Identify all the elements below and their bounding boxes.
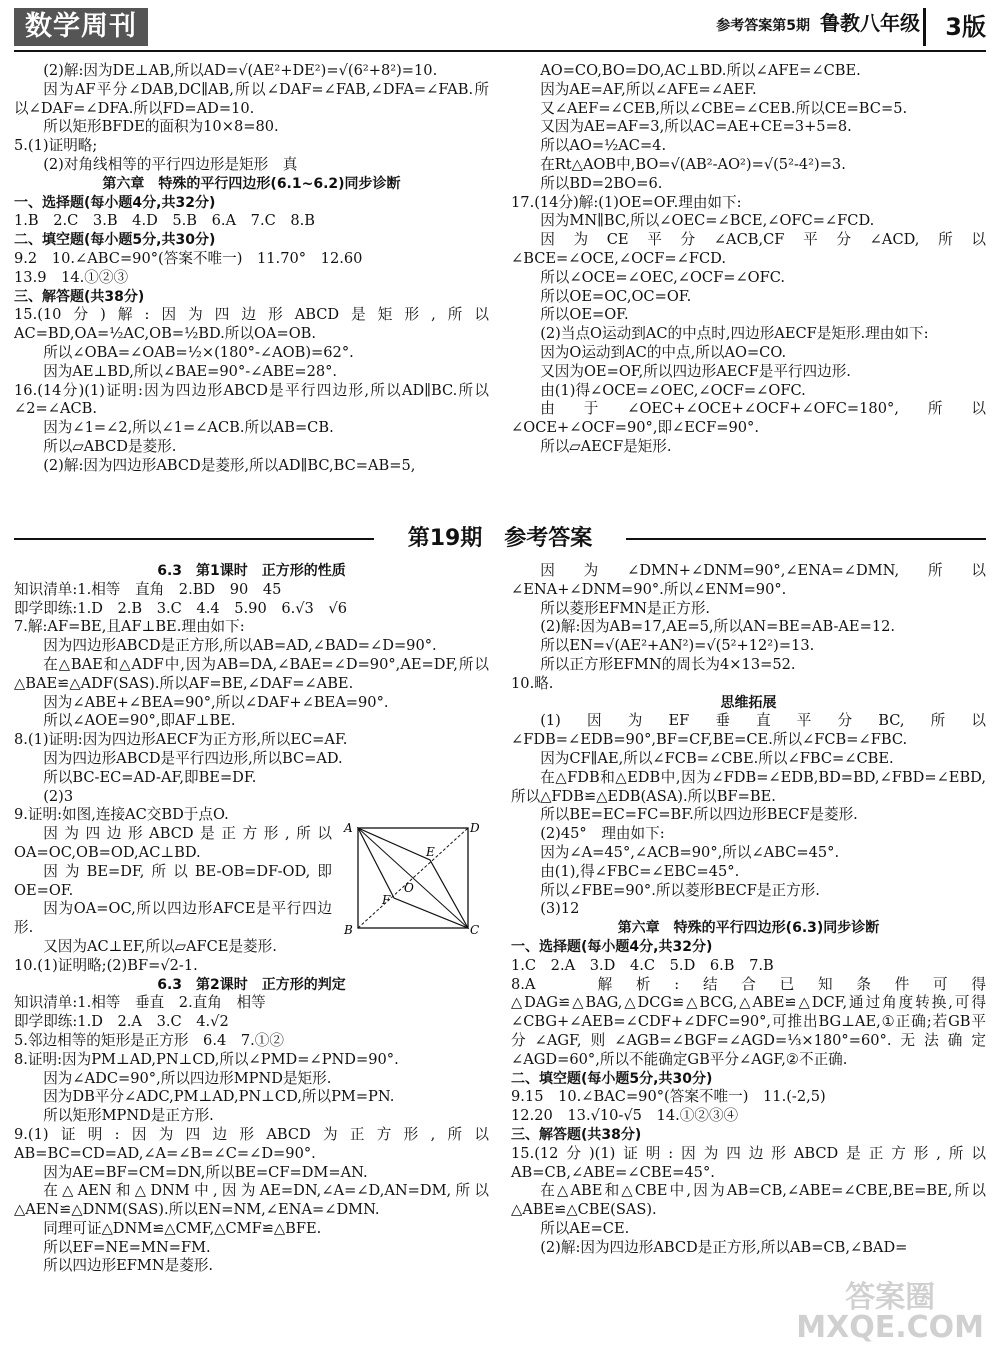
answer-line: 一、选择题(每小题4分,共32分) [14,194,216,211]
answer-line: 因为AE=BF=CM=DN,所以BE=CF=DM=AN. [43,1163,368,1181]
answer-line: (3)12 [540,900,580,918]
page-header [0,0,1000,56]
answer-line: 在△ABE和△CBE中,因为AB=CB,∠ABE=∠CBE,BE=BE,所以△ABE≌△CBE(SAS). [511,1182,986,1219]
answer-line: 所以∠FBE=90°.所以菱形BECF是正方形. [540,881,820,899]
answer-line: 8.A 解析:结合已知条件可得△DAG≌△BAG,△DCG≌△BCG,△ABE≌△DCF,通过角度转换,可得∠CBG+∠AEB=∠CDF+∠DFC=90°,可推出BG⊥AE,①正确;若GB平分∠AGF,则∠AGB=∠BGF=∠AGD=⅓×180°=60°.无法确定∠AGD=60°,所以不能确定GB平分∠AGF,②不正确. [511,975,986,1068]
answer-line: 9.2 10.∠ABC=90°(答案不唯一) 11.70° 12.60 [14,249,363,267]
answer-line: 二、填空题(每小题5分,共30分) [14,232,216,249]
label-e: E [426,845,435,859]
answer-line: 所以菱形EFMN是正方形. [540,599,711,617]
answer-line: 所以四边形EFMN是菱形. [43,1257,214,1275]
answer-line: 三、解答题(共38分) [511,1126,642,1143]
answer-line: 因为AE=AF,所以∠AFE=∠AEF. [540,80,757,98]
answer-line: AO=CO,BO=DO,AC⊥BD.所以∠AFE=∠CBE. [540,62,861,79]
answer-line: 15.(12分)(1)证明:因为四边形ABCD是正方形,所以AB=CB,∠ABE=∠CBE=45°. [511,1144,986,1181]
answer-line: 即学即练:1.D 2.A 3.C 4.√2 [14,1013,229,1031]
answer-line: 二、填空题(每小题5分,共30分) [511,1070,713,1087]
answer-line: 知识清单:1.相等 直角 2.BD 90 45 [14,580,282,598]
answer-line: 所以正方形EFMN的周长为4×13=52. [540,655,796,673]
answer-line: 因为MN∥BC,所以∠OEC=∠BCE,∠OFC=∠FCD. [540,212,875,230]
answer-line: 所以∠OCE=∠OEC,∠OCF=∠OFC. [540,268,786,286]
answer-line: 第六章 特殊的平行四边形(6.1~6.2)同步诊断 [102,175,401,192]
answer-line: 在△BAE和△ADF中,因为AB=DA,∠BAE=∠D=90°,AE=DF,所以△BAE≌△ADF(SAS).所以AF=BE,∠DAF=∠ABE. [14,655,489,692]
answer-line: 由于∠OEC+∠OCE+∠OCF+∠OFC=180°,所以∠OCE+∠OCF=90°,即∠ECF=90°. [511,400,986,437]
answer-line: 同理可证△DNM≌△CMF,△CMF≌△BFE. [43,1219,322,1237]
answer-line: 8.证明:因为PM⊥AD,PN⊥CD,所以∠PMD=∠PND=90°. [14,1050,399,1068]
answer-line: 因为四边形ABCD是正方形,所以OA=OC,OB=OD,AC⊥BD. [14,825,332,861]
label-f: F [382,893,391,907]
watermark-line: 答案圈 [845,1280,936,1315]
answer-line: 知识清单:1.相等 垂直 2.直角 相等 [14,994,266,1012]
grade-label: 鲁教八年级 [820,11,920,35]
watermark-logo [796,1280,984,1345]
header-rule [14,50,986,52]
answer-line: 所以▱AECF是矩形. [540,437,672,455]
answer-line: 又因为AE=AF=3,所以AC=AE+CE=3+5=8. [540,118,852,136]
edition-label: 3版 [923,8,986,46]
answer-line: 9.证明:如图,连接AC交BD于点O. [14,806,229,824]
label-b: B [344,923,353,937]
label-o: O [404,881,414,895]
answer-line: 所以∠OBA=∠OAB=½×(180°-∠AOB)=62°. [43,343,354,361]
answer-line: 因为OA=OC,所以四边形AFCE是平行四边形. [14,900,332,937]
answer-line: 在Rt△AOB中,BO=√(AB²-AO²)=√(5²-4²)=3. [540,155,846,173]
answer-line: 由(1)得∠OCE=∠OEC,∠OCF=∠OFC. [540,381,806,399]
label-c: C [470,923,480,937]
answer-line: 15.(10分)解:因为四边形ABCD是矩形,所以AC=BD,OA=½AC,OB=½BD.所以OA=OB. [14,306,489,343]
header-info [716,11,920,36]
answer-line: 因为∠ABE+∠BEA=90°,所以∠DAF+∠BEA=90°. [43,693,389,711]
answer-line: 17.(14分)解:(1)OE=OF.理由如下: [511,193,742,211]
answer-line: (2)解:因为AB=17,AE=5,所以AN=BE=AB-AE=12. [540,618,896,636]
answer-line: 因为∠DMN+∠DNM=90°,∠ENA=∠DMN,所以∠ENA+∠DNM=90°.所以∠ENM=90°. [511,562,986,598]
answer-line: 由(1),得∠FBC=∠EBC=45°. [540,862,740,880]
answer-line: 12.20 13.√10-√5 14.①②③④ [511,1107,739,1125]
answer-line: 又因为OE=OF,所以四边形AECF是平行四边形. [540,362,851,380]
answer-line: 13.9 14.①②③ [14,268,129,286]
answer-line: 所以矩形MPND是正方形. [43,1107,214,1125]
answer-line: 6.3 第2课时 正方形的判定 [157,976,346,993]
answer-line: 因为CE平分∠ACB,CF平分∠ACD,所以∠BCE=∠OCE,∠OCF=∠FCD. [511,231,986,267]
answer-line: 所以BE=EC=FC=BF.所以四边形BECF是菱形. [540,806,858,824]
answer-line: 因为四边形ABCD是平行四边形,所以BC=AD. [43,749,343,767]
answer-line: 思维拓展 [720,694,777,711]
label-a: A [344,821,353,835]
issue-rule-right [626,538,986,540]
answer-line: 因为AF平分∠DAB,DC∥AB,所以∠DAF=∠FAB,∠DFA=∠FAB.所以∠DAF=∠DFA.所以FD=AD=10. [14,80,489,117]
answer-line: 因为DB平分∠ADC,PM⊥AD,PN⊥CD,所以PM=PN. [43,1088,395,1106]
answer-line: 所以矩形BFDE的面积为10×8=80. [43,118,279,136]
answer-line: 因为O运动到AC的中点,所以AO=CO. [540,343,787,361]
answer-line: 因为BE=DF,所以BE-OB=DF-OD,即OE=OF. [14,862,332,899]
answer-line: (2)对角线相等的平行四边形是矩形 真 [43,155,298,173]
answer-line: 所以AE=CE. [540,1219,630,1237]
answer-line: 10.略. [511,674,554,692]
answer-line: 5.邻边相等的矩形是正方形 6.4 7.①② [14,1031,284,1049]
answer-line: 1.C 2.A 3.D 4.C 5.D 6.B 7.B [511,956,774,974]
top-left-column [14,62,489,476]
answer-line: 6.3 第1课时 正方形的性质 [157,563,346,579]
watermark-line: MXQE.COM [796,1310,984,1345]
answer-line: 因为∠A=45°,∠ACB=90°,所以∠ABC=45°. [540,843,840,861]
answer-line: 第六章 特殊的平行四边形(6.3)同步诊断 [617,920,880,937]
answer-issue: 参考答案第5期 [716,18,810,34]
answer-line: 一、选择题(每小题4分,共32分) [511,938,713,955]
bottom-right-column [511,562,986,1257]
issue-banner [0,522,1000,556]
answer-line: 因为∠ADC=90°,所以四边形MPND是矩形. [43,1069,332,1087]
answer-line: 所以∠AOE=90°,即AF⊥BE. [43,712,236,730]
answer-line: (2)45° 理由如下: [540,825,665,843]
answer-line: 三、解答题(共38分) [14,288,145,305]
answer-line: 7.解:AF=BE,且AF⊥BE.理由如下: [14,618,245,636]
top-right-column [511,62,986,457]
answer-line: 所以OE=OF. [540,306,629,324]
answer-line: 所以▱ABCD是菱形. [43,437,177,455]
answer-line: 5.(1)证明略; [14,137,98,155]
answer-line: (2)解:因为DE⊥AB,所以AD=√(AE²+DE²)=√(6²+8²)=10. [43,62,438,79]
square-diagram [340,818,480,938]
issue-title: 第19期 参考答案 [407,526,593,551]
publication-logo: 数学周刊 [14,8,148,46]
answer-line: 所以BD=2BO=6. [540,174,663,192]
answer-line: 又因为AC⊥EF,所以▱AFCE是菱形. [43,937,277,955]
answer-line: (2)3 [43,787,74,805]
answer-line: (2)解:因为四边形ABCD是正方形,所以AB=CB,∠BAD= [540,1238,908,1256]
answer-line: 16.(14分)(1)证明:因为四边形ABCD是平行四边形,所以AD∥BC.所以∠2=∠ACB. [14,381,489,418]
answer-line: 所以OE=OC,OC=OF. [540,287,692,305]
answer-line: 所以EN=√(AE²+AN²)=√(5²+12²)=13. [540,637,815,655]
answer-line: 在△AEN和△DNM中,因为AE=DN,∠A=∠D,AN=DM,所以△AEN≌△DNM(SAS).所以EN=NM,∠ENA=∠DMN. [14,1182,489,1219]
answer-line: (2)解:因为四边形ABCD是菱形,所以AD∥BC,BC=AB=5, [43,456,416,474]
answer-line: 9.(1)证明:因为四边形ABCD为正方形,所以AB=BC=CD=AD,∠A=∠B=∠C=∠D=90°. [14,1125,489,1162]
answer-line: (2)当点O运动到AC的中点时,四边形AECF是矩形.理由如下: [540,325,929,343]
answer-line: 所以EF=NE=MN=FM. [43,1238,211,1256]
answer-line: 即学即练:1.D 2.B 3.C 4.4 5.90 6.√3 √6 [14,599,348,617]
answer-line: 因为AE⊥BD,所以∠BAE=90°-∠ABE=28°. [43,362,338,380]
answer-line: 10.(1)证明略;(2)BF=√2-1. [14,956,198,974]
answer-line: 因为∠1=∠2,所以∠1=∠ACB.所以AB=CB. [43,419,334,437]
answer-line: 在△FDB和△EDB中,因为∠FDB=∠EDB,BD=BD,∠FBD=∠EBD,所以△FDB≌△EDB(ASA).所以BF=BE. [511,768,986,805]
answer-line: 9.15 10.∠BAC=90°(答案不唯一) 11.(-2,5) [511,1088,826,1106]
answer-line: 因为四边形ABCD是正方形,所以AB=AD,∠BAD=∠D=90°. [43,637,437,655]
answer-line: 因为CF∥AE,所以∠FCB=∠CBE.所以∠FBC=∠CBE. [540,749,894,767]
answer-line: 又∠AEF=∠CEB,所以∠CBE=∠CEB.所以CE=BC=5. [540,99,908,117]
answer-line: 1.B 2.C 3.B 4.D 5.B 6.A 7.C 8.B [14,212,316,230]
answer-line: 所以BC-EC=AD-AF,即BE=DF. [43,768,257,786]
label-d: D [470,821,480,835]
answer-line: 8.(1)证明:因为四边形AECF为正方形,所以EC=AF. [14,731,348,749]
answer-line: (1)因为EF垂直平分BC,所以∠FDB=∠EDB=90°,BF=CF,BE=CE.所以∠FCB=∠FBC. [511,712,986,749]
answer-line: 所以AO=½AC=4. [540,137,667,155]
